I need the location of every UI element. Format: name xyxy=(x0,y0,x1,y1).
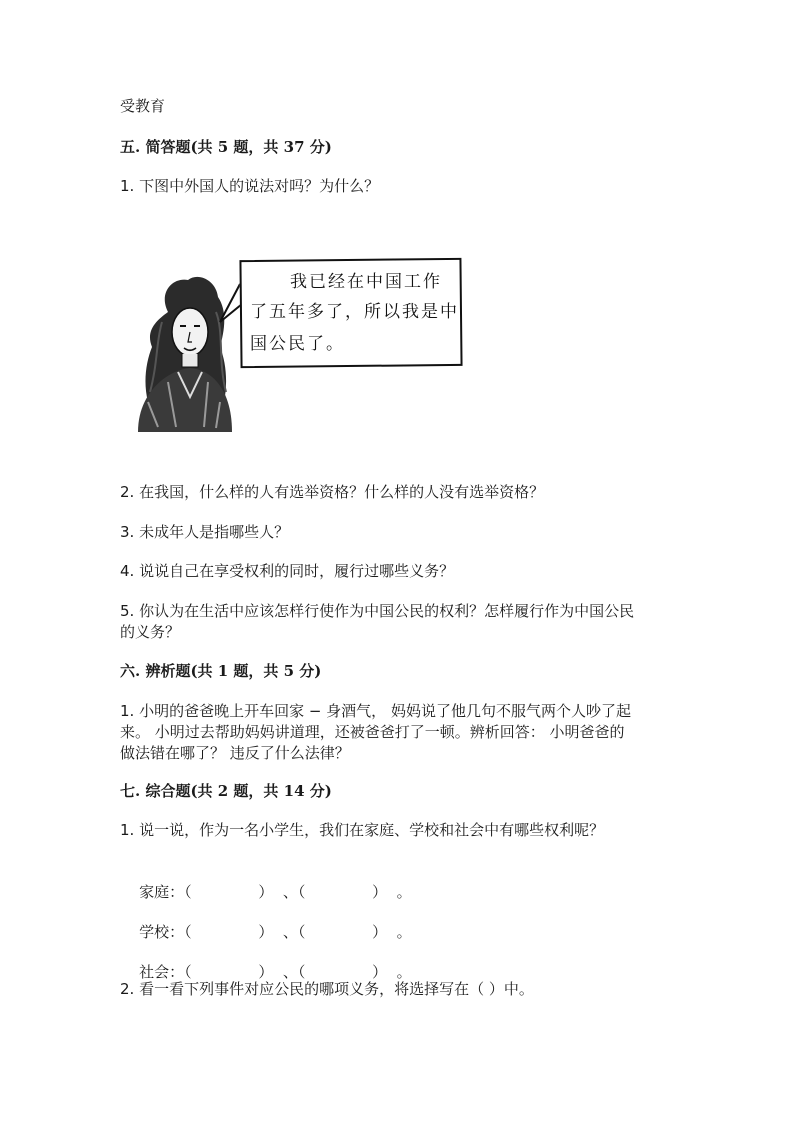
continuation-text: 受教育 xyxy=(120,97,166,115)
section-7-heading: 七. 综合题(共 2 题，共 14 分) xyxy=(120,782,332,800)
question-6-1-line-1: 1. 小明的爸爸晚上开车回家 − 身酒气， 妈妈说了他几句不服气两个人吵了起 xyxy=(120,702,631,720)
question-5-5-line-1: 5. 你认为在生活中应该怎样行使作为中国公民的权利？怎样履行作为中国公民 xyxy=(120,602,635,620)
question-7-1: 1. 说一说，作为一名小学生，我们在家庭、学校和社会中有哪些权利呢？ xyxy=(120,821,605,839)
question-6-1-line-2: 来。 小明过去帮助妈妈讲道理，还被爸爸打了一顿。辨析回答： 小明爸爸的 xyxy=(120,723,625,741)
speech-bubble-line-1: 我已经在中国工作 xyxy=(290,272,442,292)
question-6-1-line-3: 做法错在哪了？ 违反了什么法律？ xyxy=(120,744,350,762)
answer-blanks[interactable]: （ ） 、（ ） 。 xyxy=(184,963,412,981)
question-5-2: 2. 在我国，什么样的人有选举资格？什么样的人没有选举资格？ xyxy=(120,483,545,501)
section-5-heading: 五. 简答题(共 5 题，共 37 分) xyxy=(120,138,332,156)
section-6-heading: 六. 辨析题(共 1 题，共 5 分) xyxy=(120,662,322,680)
question-5-3: 3. 未成年人是指哪些人？ xyxy=(120,523,290,541)
speech-bubble-line-2: 了五年多了，所以我是中 xyxy=(250,302,459,322)
answer-row-label: 社会： xyxy=(139,963,185,981)
question-5-4: 4. 说说自己在享受权利的同时，履行过哪些义务？ xyxy=(120,562,455,580)
answer-blanks[interactable]: （ ） 、（ ） 。 xyxy=(184,923,412,941)
question-7-2: 2. 看一看下列事件对应公民的哪项义务，将选择写在（ ）中。 xyxy=(120,980,534,998)
speech-bubble-line-3: 国公民了。 xyxy=(250,334,345,354)
answer-row-label: 学校： xyxy=(139,923,185,941)
answer-blanks[interactable]: （ ） 、（ ） 。 xyxy=(184,883,412,901)
question-5-5-line-2: 的义务？ xyxy=(120,623,181,641)
answer-row-label: 家庭： xyxy=(139,883,185,901)
question-5-1: 1. 下图中外国人的说法对吗？为什么？ xyxy=(120,177,380,195)
